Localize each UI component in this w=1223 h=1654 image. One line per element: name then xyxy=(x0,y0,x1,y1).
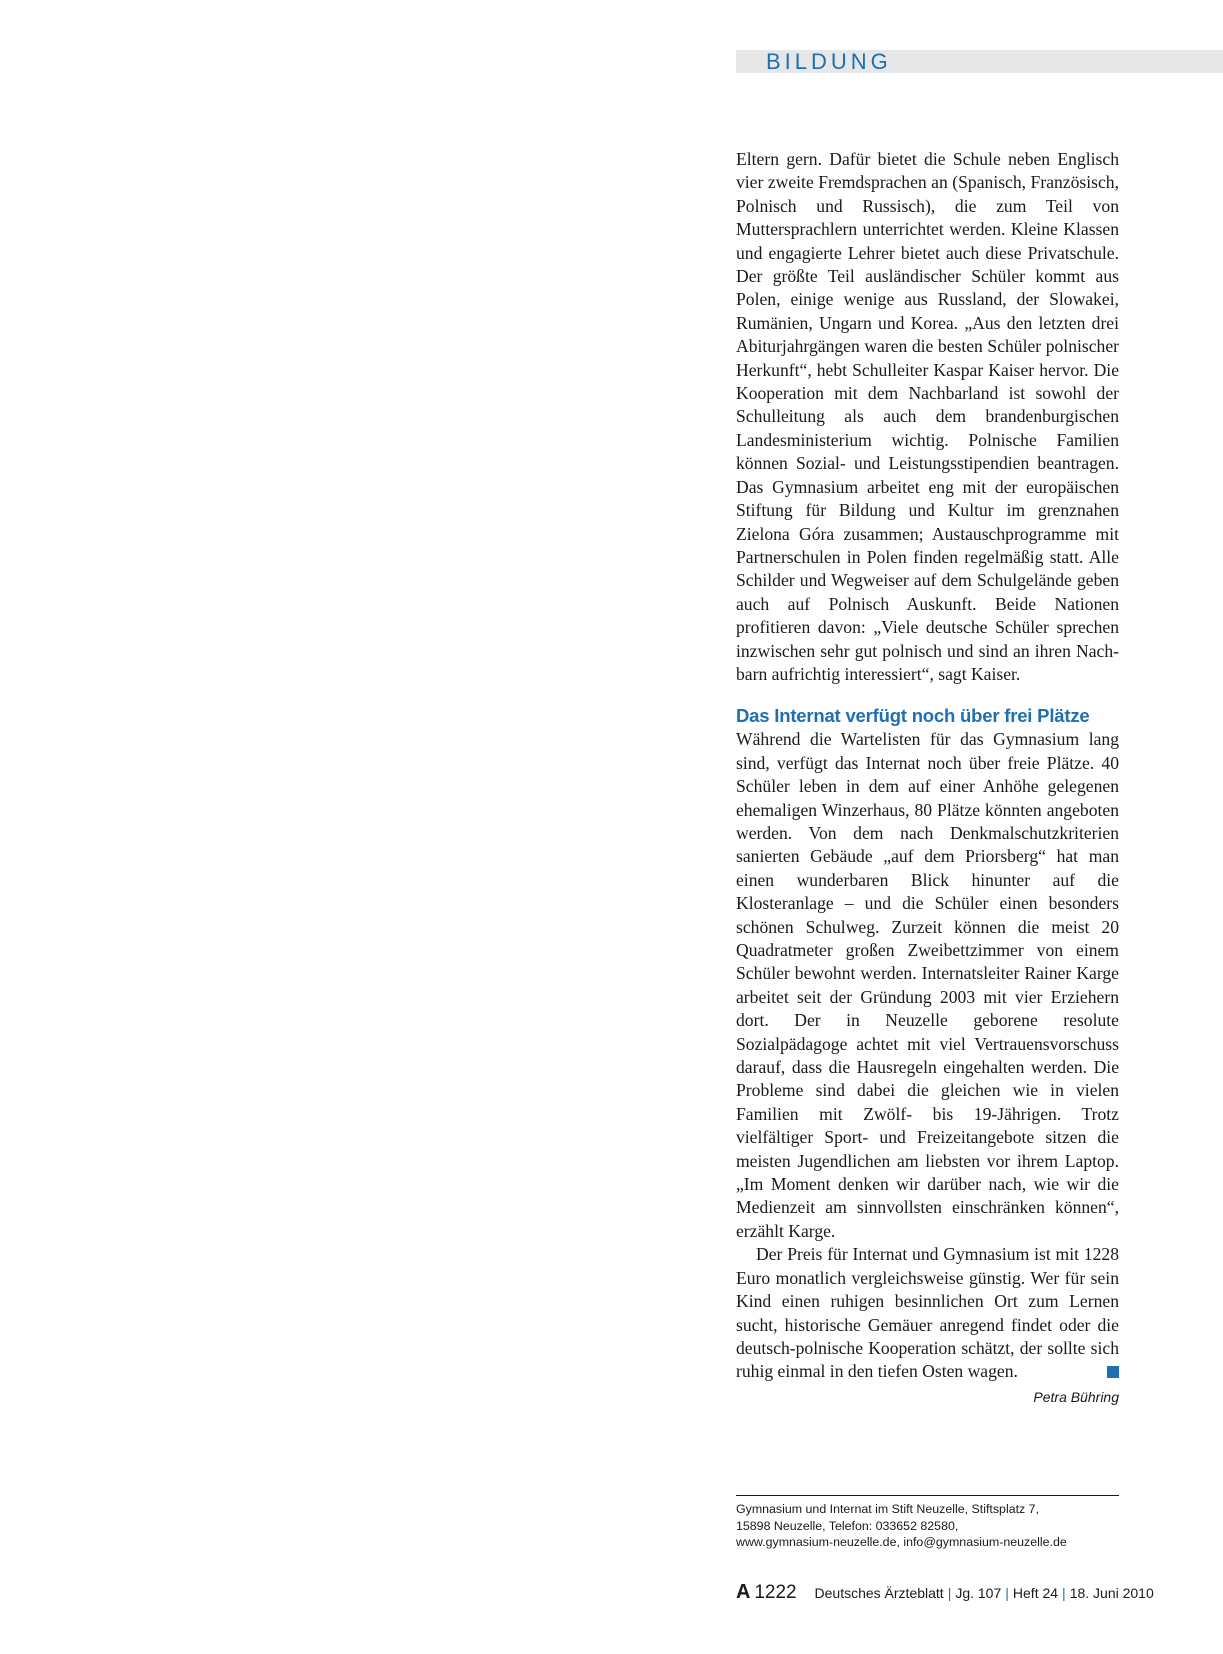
article-column xyxy=(736,148,1119,1409)
info-box xyxy=(736,1501,1126,1551)
journal-issue: Heft 24 xyxy=(1012,1585,1059,1601)
page-number: 1222 xyxy=(754,1582,797,1603)
article-paragraph-1: Eltern gern. Dafür bietet die Schule neben Englisch vier zweite Fremdsprachen an (Spanisch, Französisch, Polnisch und Russisch), die zum Teil von Muttersprachlern unterrichtet werden. Kleine Klassen und engagierte Lehrer bietet auch diese Privatschule. Der größte Teil ausländischer Schüler kommt aus Polen, einige wenige aus Russland, der Slowakei, Rumänien, Ungarn und Korea. „Aus den letzten drei Abiturjahrgängen waren die besten Schüler polnischer Herkunft“, hebt Schulleiter Kaspar Kaiser hervor. Die Kooperation mit dem Nachbarland ist sowohl der Schulleitung als auch dem brandenburgischen Landesministerium wichtig. Polnische Familien können Sozial- und Leistungsstipendien beantragen. Das Gymnasium arbeitet eng mit der europäischen Stiftung für Bildung und Kultur im grenznahen Zielona Góra zusammen; Austauschprogramme mit Partnerschulen in Polen finden regelmäßig statt. Alle Schilder und Wegweiser auf dem Schulgelände geben auch auf Polnisch Auskunft. Beide Nationen profitieren davon: „Viele deutsche Schüler sprechen inzwischen sehr gut polnisch und sind an ihren Nachbarn aufrichtig interessiert“, sagt Kaiser. xyxy=(736,149,1119,684)
footer-separator: | xyxy=(1005,1585,1009,1601)
footer-separator: | xyxy=(947,1585,952,1601)
journal-volume: Jg. 107 xyxy=(955,1585,1002,1601)
article-paragraph-3 xyxy=(736,1243,1119,1383)
info-line-web: www.gymnasium-neuzelle.de, info@gymnasium-neuzelle.de xyxy=(736,1535,1067,1549)
article-paragraph-2: Während die Wartelisten für das Gymnasium lang sind, verfügt das Internat noch über freie Plätze. 40 Schüler leben in dem auf einer Anhöhe gelegenen ehemaligen Winzerhaus, 80 Plätze könnten angeboten werden. Von dem nach Denkmalschutzkriterien sanierten Gebäude „auf dem Priorsberg“ hat man einen wunderbaren Blick hinunter auf die Klosteranlage – und die Schüler einen besonders schönen Schulweg. Zurzeit können die meist 20 Quadratmeter großen Zweibettzimmer von einem Schüler bewohnt werden. Internatsleiter Rainer Karge arbeitet seit der Gründung 2003 mit vier Erziehern dort. Der in Neuzelle geborene resolute Sozialpädagoge achtet mit viel Vertrauensvorschuss darauf, dass die Hausregeln eingehalten werden. Die Probleme sind dabei die gleichen wie in vielen Familien mit Zwölf- bis 19-Jährigen. Trotz vielfältiger Sport- und Freizeitangebote sitzen die meisten Jugendlichen am liebsten vor ihrem Laptop. „Im Moment denken wir darüber nach, wie wir die Medienzeit am sinnvollsten einschränken können“, erzählt Karge. xyxy=(736,729,1119,1241)
info-line-address: Gymnasium und Internat im Stift Neuzelle, Stiftsplatz 7, xyxy=(736,1502,1040,1516)
article-paragraph-3-text: Der Preis für Internat und Gymnasium ist mit 1228 Euro monatlich vergleichsweise günstig. Wer für sein Kind einen ruhigen besinnlichen Ort zum Lernen sucht, historische Gemäuer anregend findet oder die deutsch-polnische Kooperation schätzt, der sollte sich ruhig einmal in den tiefen Osten wagen. xyxy=(736,1244,1119,1382)
journal-name: Deutsches Ärzteblatt xyxy=(814,1585,944,1601)
journal-date: 18. Juni 2010 xyxy=(1069,1585,1154,1601)
info-line-phone: 15898 Neuzelle, Telefon: 033652 82580, xyxy=(736,1518,959,1533)
end-of-article-square-icon xyxy=(1107,1366,1119,1378)
article-subheading: Das Internat verfügt noch über frei Plätze xyxy=(736,705,1090,727)
info-divider xyxy=(736,1495,1119,1496)
page-footer xyxy=(736,1581,1156,1604)
page-letter: A xyxy=(736,1581,751,1603)
footer-separator: | xyxy=(1062,1585,1066,1601)
article-author: Petra Bühring xyxy=(1033,1388,1119,1405)
section-label: BILDUNG xyxy=(766,49,892,74)
